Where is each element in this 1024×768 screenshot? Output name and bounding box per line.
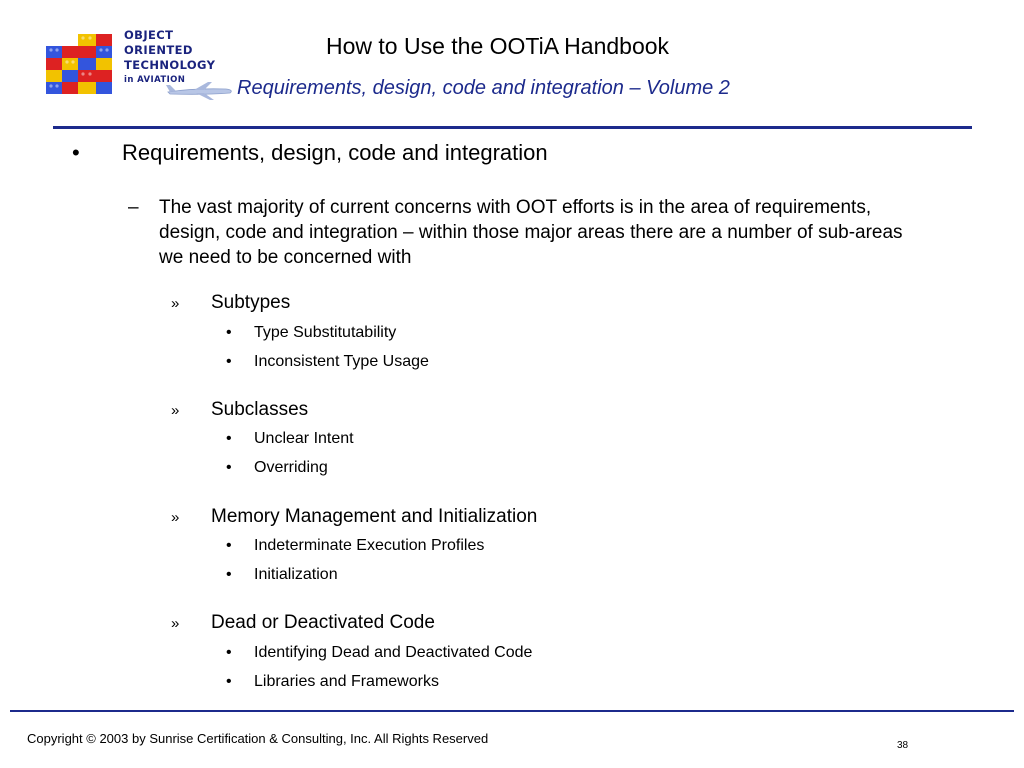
list-item-text: Libraries and Frameworks xyxy=(254,673,439,690)
slide-title: How to Use the OOTiA Handbook xyxy=(326,33,670,59)
bullet-mark: • xyxy=(226,644,232,661)
group-heading-text: Subclasses xyxy=(211,399,309,420)
level2-text: The vast majority of current concerns with OOT efforts is in the area of requirements, design, code and integration – within those major areas there are a number of sub-areas we need to be concerned with xyxy=(159,197,903,268)
logo-line-1: OBJECT xyxy=(124,28,174,42)
bullet-mark: • xyxy=(226,566,232,583)
bullet-mark: • xyxy=(226,673,232,690)
chevron-mark: » xyxy=(171,509,180,526)
bullet-mark: • xyxy=(226,324,232,341)
group-heading-text: Memory Management and Initialization xyxy=(211,506,538,527)
slide-subtitle: Requirements, design, code and integration – Volume 2 xyxy=(237,77,730,99)
footer-divider xyxy=(10,710,1014,712)
logo-line-2: ORIENTED xyxy=(124,43,193,57)
list-item-text: Identifying Dead and Deactivated Code xyxy=(254,644,533,661)
list-item-text: Overriding xyxy=(254,459,328,476)
logo-line-4: in AVIATION xyxy=(124,75,186,85)
lego-blocks-icon xyxy=(46,32,122,96)
group-heading-text: Dead or Deactivated Code xyxy=(211,612,435,633)
chevron-mark: » xyxy=(171,402,180,419)
bullet-mark: • xyxy=(226,353,232,370)
chevron-mark: » xyxy=(171,615,180,632)
airplane-icon xyxy=(164,80,236,102)
logo-line-3: TECHNOLOGY xyxy=(124,58,216,72)
list-item-text: Unclear Intent xyxy=(254,430,354,447)
list-item-text: Initialization xyxy=(254,566,338,583)
chevron-mark: » xyxy=(171,295,180,312)
list-item-text: Type Substitutability xyxy=(254,324,397,341)
page-number: 38 xyxy=(897,740,909,751)
copyright-notice: Copyright © 2003 by Sunrise Certification & Consulting, Inc. All Rights Reserved xyxy=(27,731,489,746)
logo-wordmark xyxy=(124,28,234,88)
bullet-mark: • xyxy=(226,459,232,476)
dash-mark: – xyxy=(128,197,139,218)
ootia-logo xyxy=(46,28,232,102)
header-divider xyxy=(53,126,972,129)
level1-text: Requirements, design, code and integration xyxy=(122,140,548,165)
bullet-mark: • xyxy=(226,430,232,447)
bullet-mark: • xyxy=(72,140,80,165)
list-item-text: Indeterminate Execution Profiles xyxy=(254,537,485,554)
list-item-text: Inconsistent Type Usage xyxy=(254,353,429,370)
group-heading-text: Subtypes xyxy=(211,292,291,313)
bullet-mark: • xyxy=(226,537,232,554)
